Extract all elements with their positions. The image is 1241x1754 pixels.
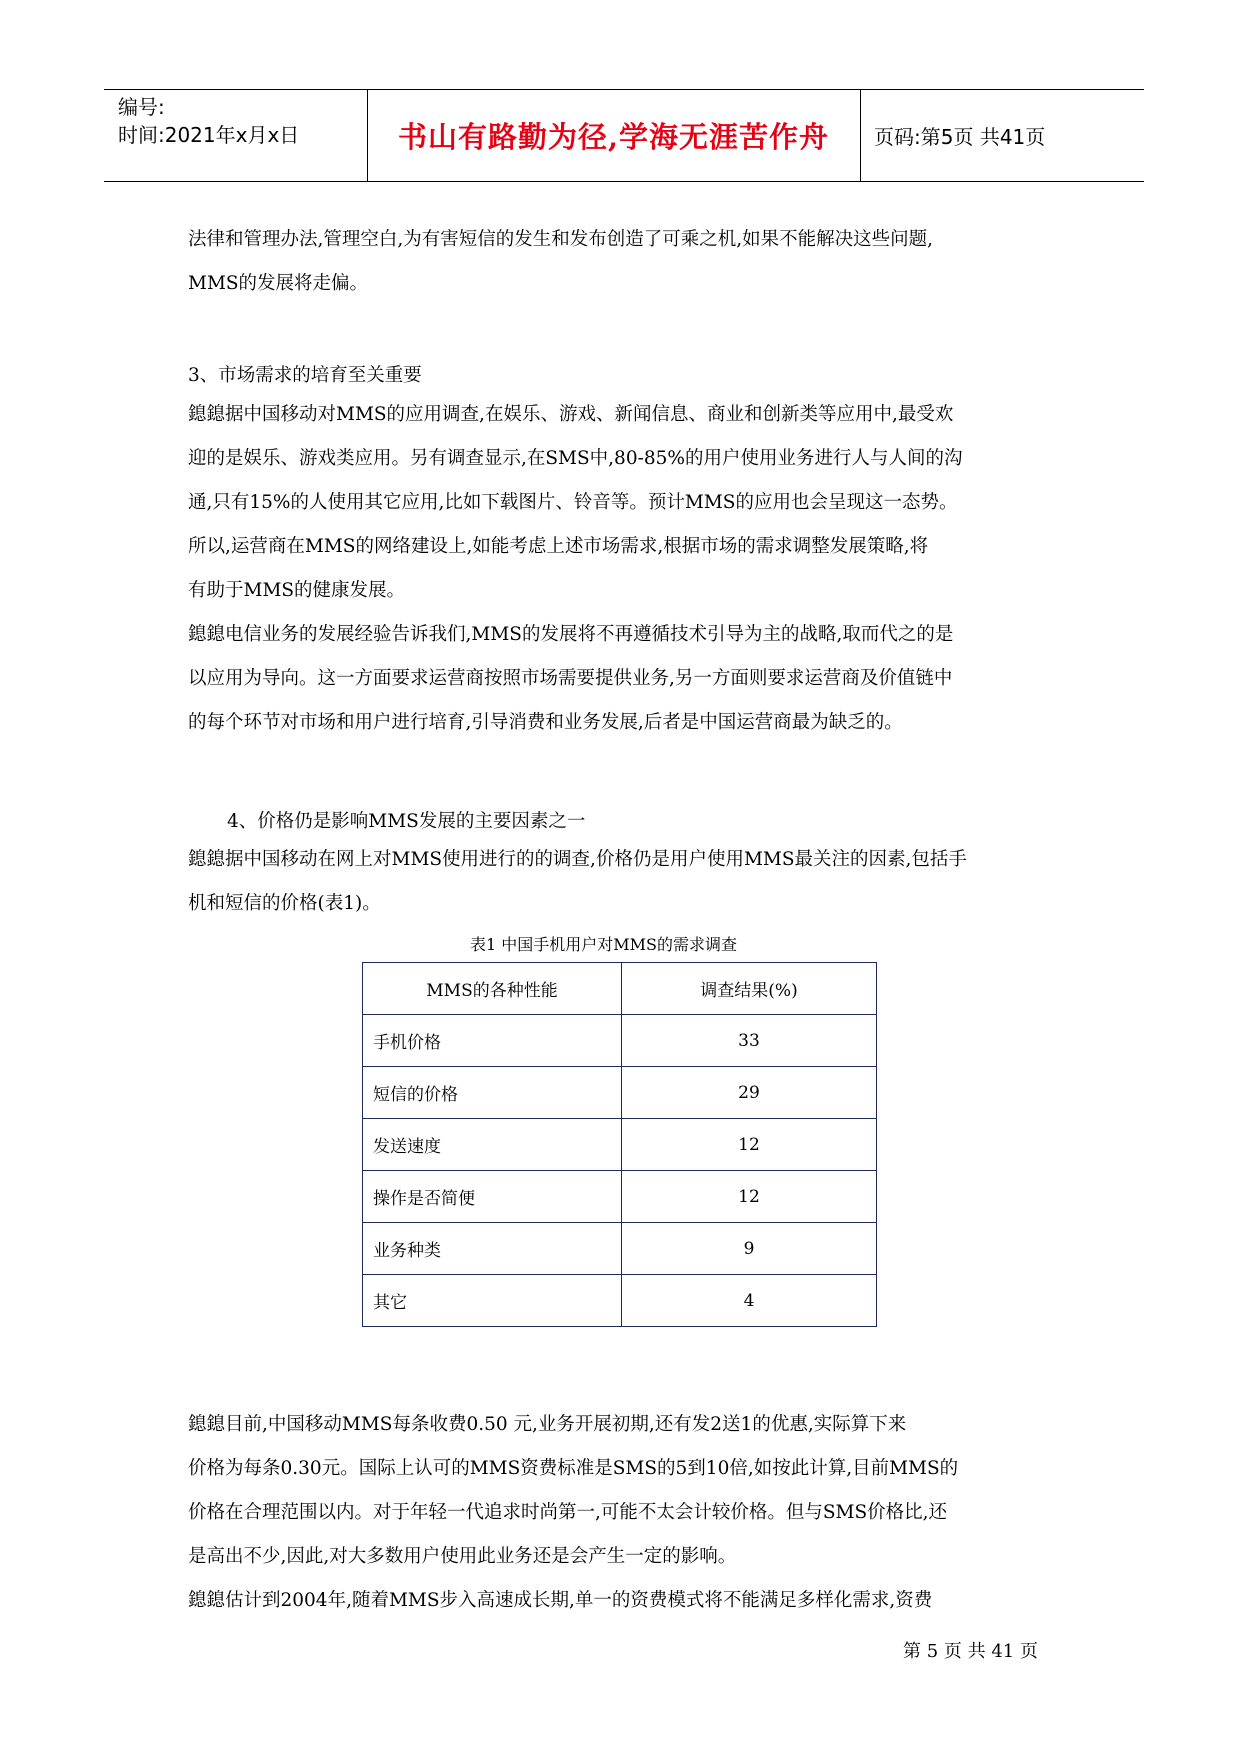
text-line: MMS的发展将走偏。 [188,273,369,294]
paragraph [188,218,1068,306]
text-line: 鎴鎴据中国移动在网上对MMS使用进行的的调查,价格仍是用户使用MMS最关注的因素,包括手 [188,849,967,870]
text-line: 鎴鎴据中国移动对MMS的应用调查,在娱乐、游戏、新闻信息、商业和创新类等应用中,最受欢 [188,404,954,425]
text-line: 的每个环节对市场和用户进行培育,引导消费和业务发展,后者是中国运营商最为缺乏的。 [188,712,903,733]
text-line: 通,只有15%的人使用其它应用,比如下载图片、铃音等。预计MMS的应用也会呈现这一态势。 [188,492,958,513]
row-label: 业务种类 [363,1223,622,1275]
table-row [363,1119,877,1171]
row-value: 12 [622,1119,877,1171]
row-value: 33 [622,1015,877,1067]
text-line: 价格在合理范围以内。对于年轻一代追求时尚第一,可能不太会计较价格。但与SMS价格比,还 [188,1502,948,1523]
row-label: 发送速度 [363,1119,622,1171]
text-line: 鎴鎴目前,中国移动MMS每条收费0.50 元,业务开展初期,还有发2送1的优惠,实际算下来 [188,1414,907,1435]
text-line: 鎴鎴估计到2004年,随着MMS步入高速成长期,单一的资费模式将不能满足多样化需求,资费 [188,1590,933,1611]
text-line: 是高出不少,因此,对大多数用户使用此业务还是会产生一定的影响。 [188,1546,737,1567]
time-label: 时间:2021年x月x日 [118,123,300,147]
paragraph [188,613,1068,745]
row-label: 短信的价格 [363,1067,622,1119]
table-row [363,1223,877,1275]
column-header: 调查结果(%) [622,963,877,1015]
text-line: 迎的是娱乐、游戏类应用。另有调查显示,在SMS中,80-85%的用户使用业务进行人与人间的沟 [188,448,963,469]
paragraph [188,838,1068,926]
section-heading: 3、市场需求的培育至关重要 [188,365,422,386]
page-header [104,89,1144,183]
header-page-number: 页码:第5页 共41页 [874,125,1046,149]
row-value: 4 [622,1275,877,1327]
header-divider [860,89,861,182]
text-line: 有助于MMS的健康发展。 [188,580,406,601]
table-row [363,1171,877,1223]
text-line: 以应用为导向。这一方面要求运营商按照市场需要提供业务,另一方面则要求运营商及价值链中 [188,668,953,689]
column-header: MMS的各种性能 [363,963,622,1015]
header-bottom-rule [104,181,1144,182]
text-line: 法律和管理办法,管理空白,为有害短信的发生和发布创造了可乘之机,如果不能解决这些问题, [188,229,934,250]
header-meta [118,93,299,149]
table-row [363,1015,877,1067]
paragraph [188,1403,1068,1579]
paragraph [188,393,1068,613]
text-line: 机和短信的价格(表1)。 [188,893,381,914]
row-label: 其它 [363,1275,622,1327]
text-line: 鎴鎴电信业务的发展经验告诉我们,MMS的发展将不再遵循技术引导为主的战略,取而代之的是 [188,624,954,645]
footer-page-number: 第 5 页 共 41 页 [903,1641,1038,1662]
header-top-rule [104,89,1144,90]
table-row [363,1067,877,1119]
table-header-row [363,963,877,1015]
survey-table [362,962,877,1327]
row-label: 操作是否简便 [363,1171,622,1223]
paragraph [188,1579,1068,1623]
table-caption: 表1 中国手机用户对MMS的需求调查 [470,935,737,954]
row-value: 12 [622,1171,877,1223]
table-row [363,1275,877,1327]
row-label: 手机价格 [363,1015,622,1067]
text-line: 所以,运营商在MMS的网络建设上,如能考虑上述市场需求,根据市场的需求调整发展策略,将 [188,536,929,557]
row-value: 9 [622,1223,877,1275]
number-label: 编号: [118,95,165,119]
header-motto: 书山有路勤为径,学海无涯苦作舟 [397,120,830,154]
row-value: 29 [622,1067,877,1119]
section-heading: 4、价格仍是影响MMS发展的主要因素之一 [227,811,586,832]
text-line: 价格为每条0.30元。国际上认可的MMS资费标准是SMS的5到10倍,如按此计算,目前MMS的 [188,1458,959,1479]
